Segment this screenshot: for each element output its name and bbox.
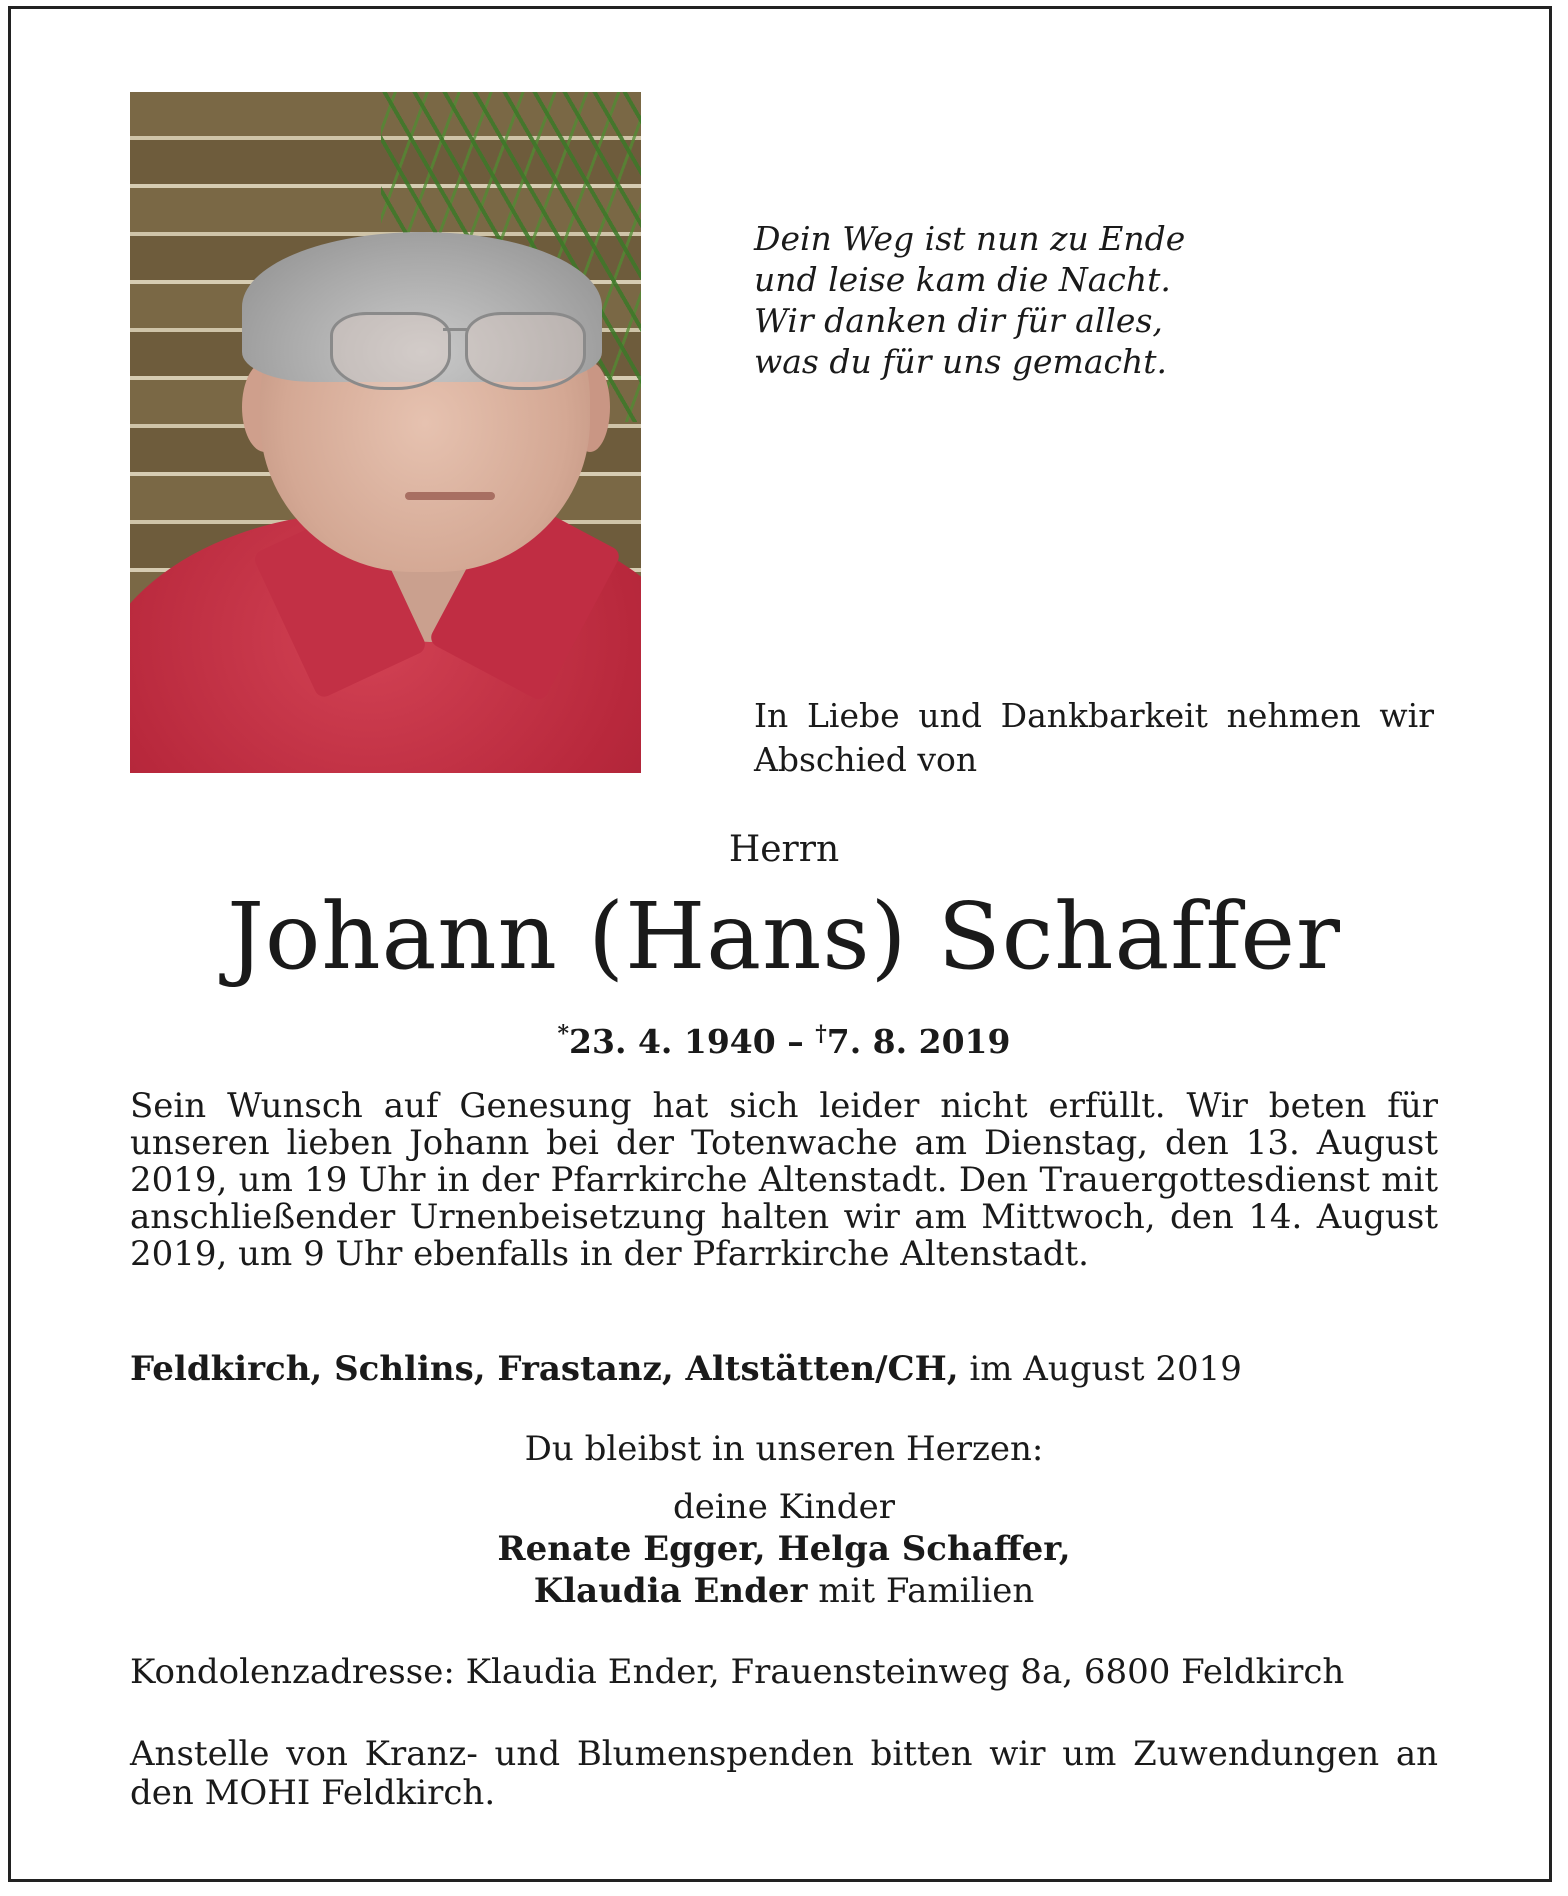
salutation: Herrn — [728, 829, 840, 870]
photo-mouth — [405, 492, 495, 500]
poem-line: was du für uns gemacht. — [754, 342, 1167, 381]
intro-text: In Liebe und Dankbarkeit nehmen wir Abschied von — [754, 696, 1434, 779]
memorial-poem — [754, 218, 1314, 382]
death-date: 7. 8. 2019 — [826, 1022, 1011, 1061]
condolence-address: Kondolenzadresse: Klaudia Ender, Frauensteinweg 8a, 6800 Feldkirch — [130, 1652, 1345, 1692]
portrait-photo — [130, 92, 641, 773]
date-separator: – — [775, 1022, 816, 1061]
mourner-name: Klaudia Ender — [533, 1571, 808, 1611]
mourners-names: Renate Egger, Helga Schaffer, — [497, 1529, 1071, 1569]
poem-line: und leise kam die Nacht. — [754, 260, 1171, 299]
death-symbol: † — [815, 1021, 827, 1047]
places-date: im August 2019 — [958, 1349, 1242, 1389]
mourners-relation: deine Kinder — [673, 1487, 895, 1527]
deceased-name: Johann (Hans) Schaffer — [227, 883, 1341, 990]
birth-symbol: * — [557, 1021, 570, 1047]
poem-line: Wir danken dir für alles, — [754, 301, 1163, 340]
places-locations: Feldkirch, Schlins, Frastanz, Altstätten/CH, — [130, 1349, 959, 1389]
birth-date: 23. 4. 1940 — [569, 1022, 776, 1061]
mourners-names-last — [0, 1570, 1568, 1612]
funeral-details: Sein Wunsch auf Genesung hat sich leider nicht erfüllt. Wir beten für unseren lieben Johann bei der Totenwache am Dienstag, den 13. August 2019, um 19 Uhr in der Pfarrkirche Altenstadt. Den Trauergottesdienst mit anschließender Urnenbeisetzung halten wir am Mittwoch, den 14. August 2019, um 9 Uhr ebenfalls in der Pfarrkirche Altenstadt. — [130, 1086, 1438, 1274]
photo-glasses-left — [330, 312, 451, 390]
mourners-heading: Du bleibst in unseren Herzen: — [524, 1429, 1044, 1469]
places-line — [130, 1347, 1438, 1391]
poem-line: Dein Weg ist nun zu Ende — [754, 219, 1186, 258]
mourners-suffix: mit Familien — [807, 1571, 1035, 1611]
life-dates — [0, 1012, 1568, 1064]
photo-glasses-bridge — [443, 328, 469, 331]
photo-glasses-right — [465, 312, 586, 390]
donation-note: Anstelle von Kranz- und Blumenspenden bitten wir um Zuwendungen an den MOHI Feldkirch. — [130, 1734, 1438, 1813]
